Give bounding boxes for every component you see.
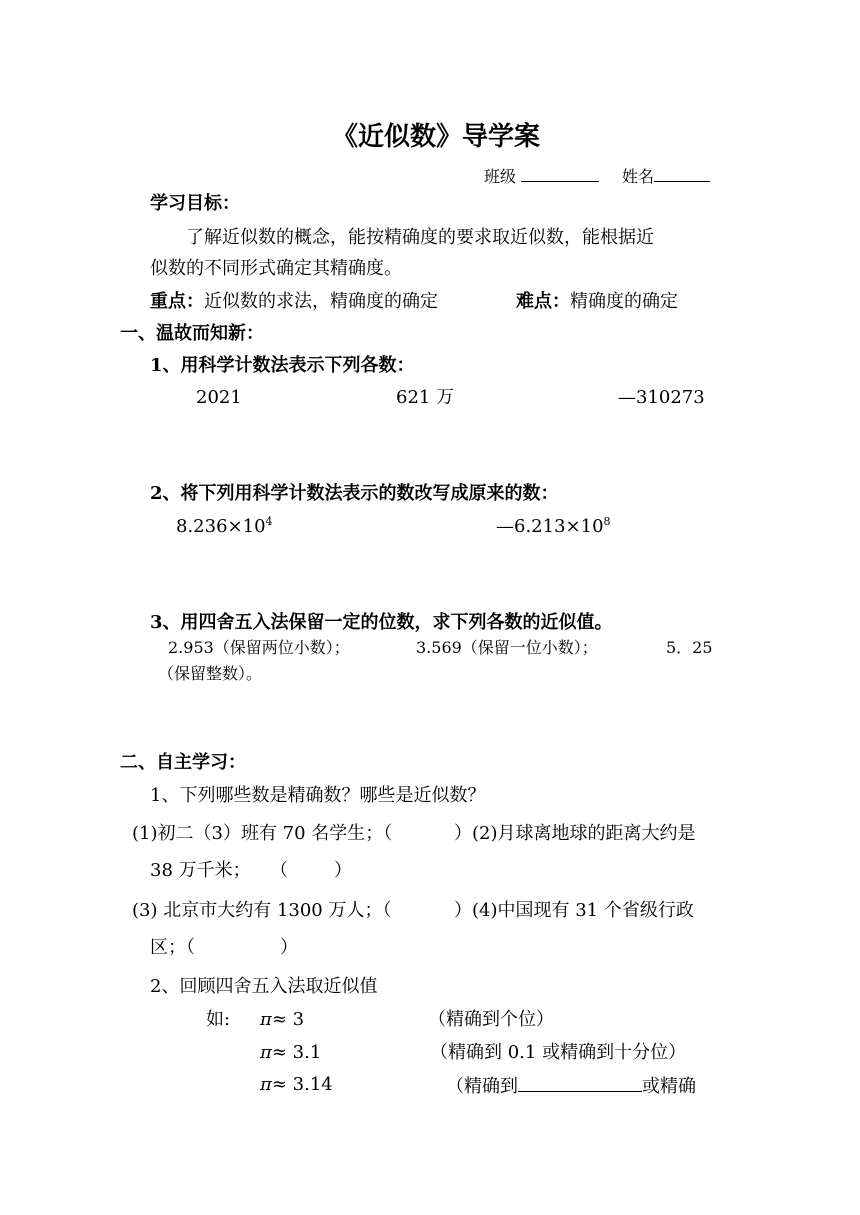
name-label: 姓名 (622, 163, 710, 188)
pi-row-3-blank[interactable] (518, 1073, 642, 1092)
s1-q1-item-3: —310273 (618, 387, 705, 408)
pi-row-1-note: （精确到个位） (428, 1009, 554, 1030)
s2-q1-text: 1、下列哪些数是精确数？哪些是近似数？ (150, 785, 486, 806)
objectives-heading: 学习目标： (150, 193, 240, 214)
difficult-point: 难点：精确度的确定 (516, 291, 678, 312)
s2-q1-item-3: (3) 北京市大约有 1300 万人；（ (132, 900, 392, 921)
s1-q3-item-b: 3.569（保留一位小数）； (416, 638, 598, 657)
s1-q2-text: 2、将下列用科学计数法表示的数改写成原来的数： (150, 483, 559, 504)
key-point: 重点：近似数的求法，精确度的确定 (150, 291, 438, 312)
s1-q1-item-2: 621 万 (396, 387, 455, 408)
pi-row-1-expr: π≈ 3 (260, 1009, 305, 1030)
s1-q2-item-2: $—6.213\times 10^8$ (496, 515, 611, 537)
pi-row-2-expr: π≈ 3.1 (260, 1042, 322, 1063)
name-blank[interactable] (654, 163, 710, 182)
s1-q1-text: 1、用科学计数法表示下列各数： (150, 355, 415, 376)
pi-row-3-expr: π≈ 3.14 (260, 1074, 333, 1095)
s2-q1-item-4-paren-close: ） (280, 937, 298, 958)
page-title: 《近似数》导学案 (332, 122, 541, 152)
s2-q1-item-1: (1)初二（3）班有 70 名学生；（ (132, 823, 393, 844)
s1-q3-item-c-note: （保留整数）。 (158, 664, 263, 683)
pi-row-3-note: （精确到 或精确 (446, 1073, 696, 1099)
s2-q1-paren-open: （ (270, 860, 288, 881)
s1-q3-item-c: 5．25 (666, 638, 713, 657)
s2-q1-item-4-end: 区；（ (150, 937, 195, 958)
s1-q3-text: 3、用四舍五入法保留一定的位数，求下列各数的近似值。 (150, 612, 613, 633)
s1-q3-item-a: 2.953（保留两位小数）； (168, 638, 350, 657)
pi-row-2-note: （精确到 0.1 或精确到十分位） (430, 1042, 687, 1063)
s1-q1-item-1: 2021 (196, 387, 242, 408)
section-1-heading: 一、温故而知新： (120, 323, 264, 344)
s2-q1-item-4-start: ）(4)中国现有 31 个省级行政 (454, 900, 694, 921)
objectives-line-1: 了解近似数的概念，能按精确度的要求取近似数，能根据近 (186, 227, 654, 248)
section-2-heading: 二、自主学习： (120, 752, 246, 773)
objectives-line-2: 似数的不同形式确定其精确度。 (150, 258, 402, 279)
class-blank[interactable] (521, 163, 599, 182)
s1-q2-item-1: $8.236\times 10^4$ (176, 515, 273, 537)
s2-q2-text: 2、回顾四舍五入法取近似值 (150, 976, 378, 997)
s2-q1-item-2-end: 38 万千米； (150, 860, 251, 881)
s2-q2-lead: 如: (206, 1009, 231, 1030)
class-label: 班级 (484, 163, 599, 188)
s2-q1-item-2-start: ）(2)月球离地球的距离大约是 (454, 823, 696, 844)
s2-q1-paren-close: ） (334, 860, 352, 881)
